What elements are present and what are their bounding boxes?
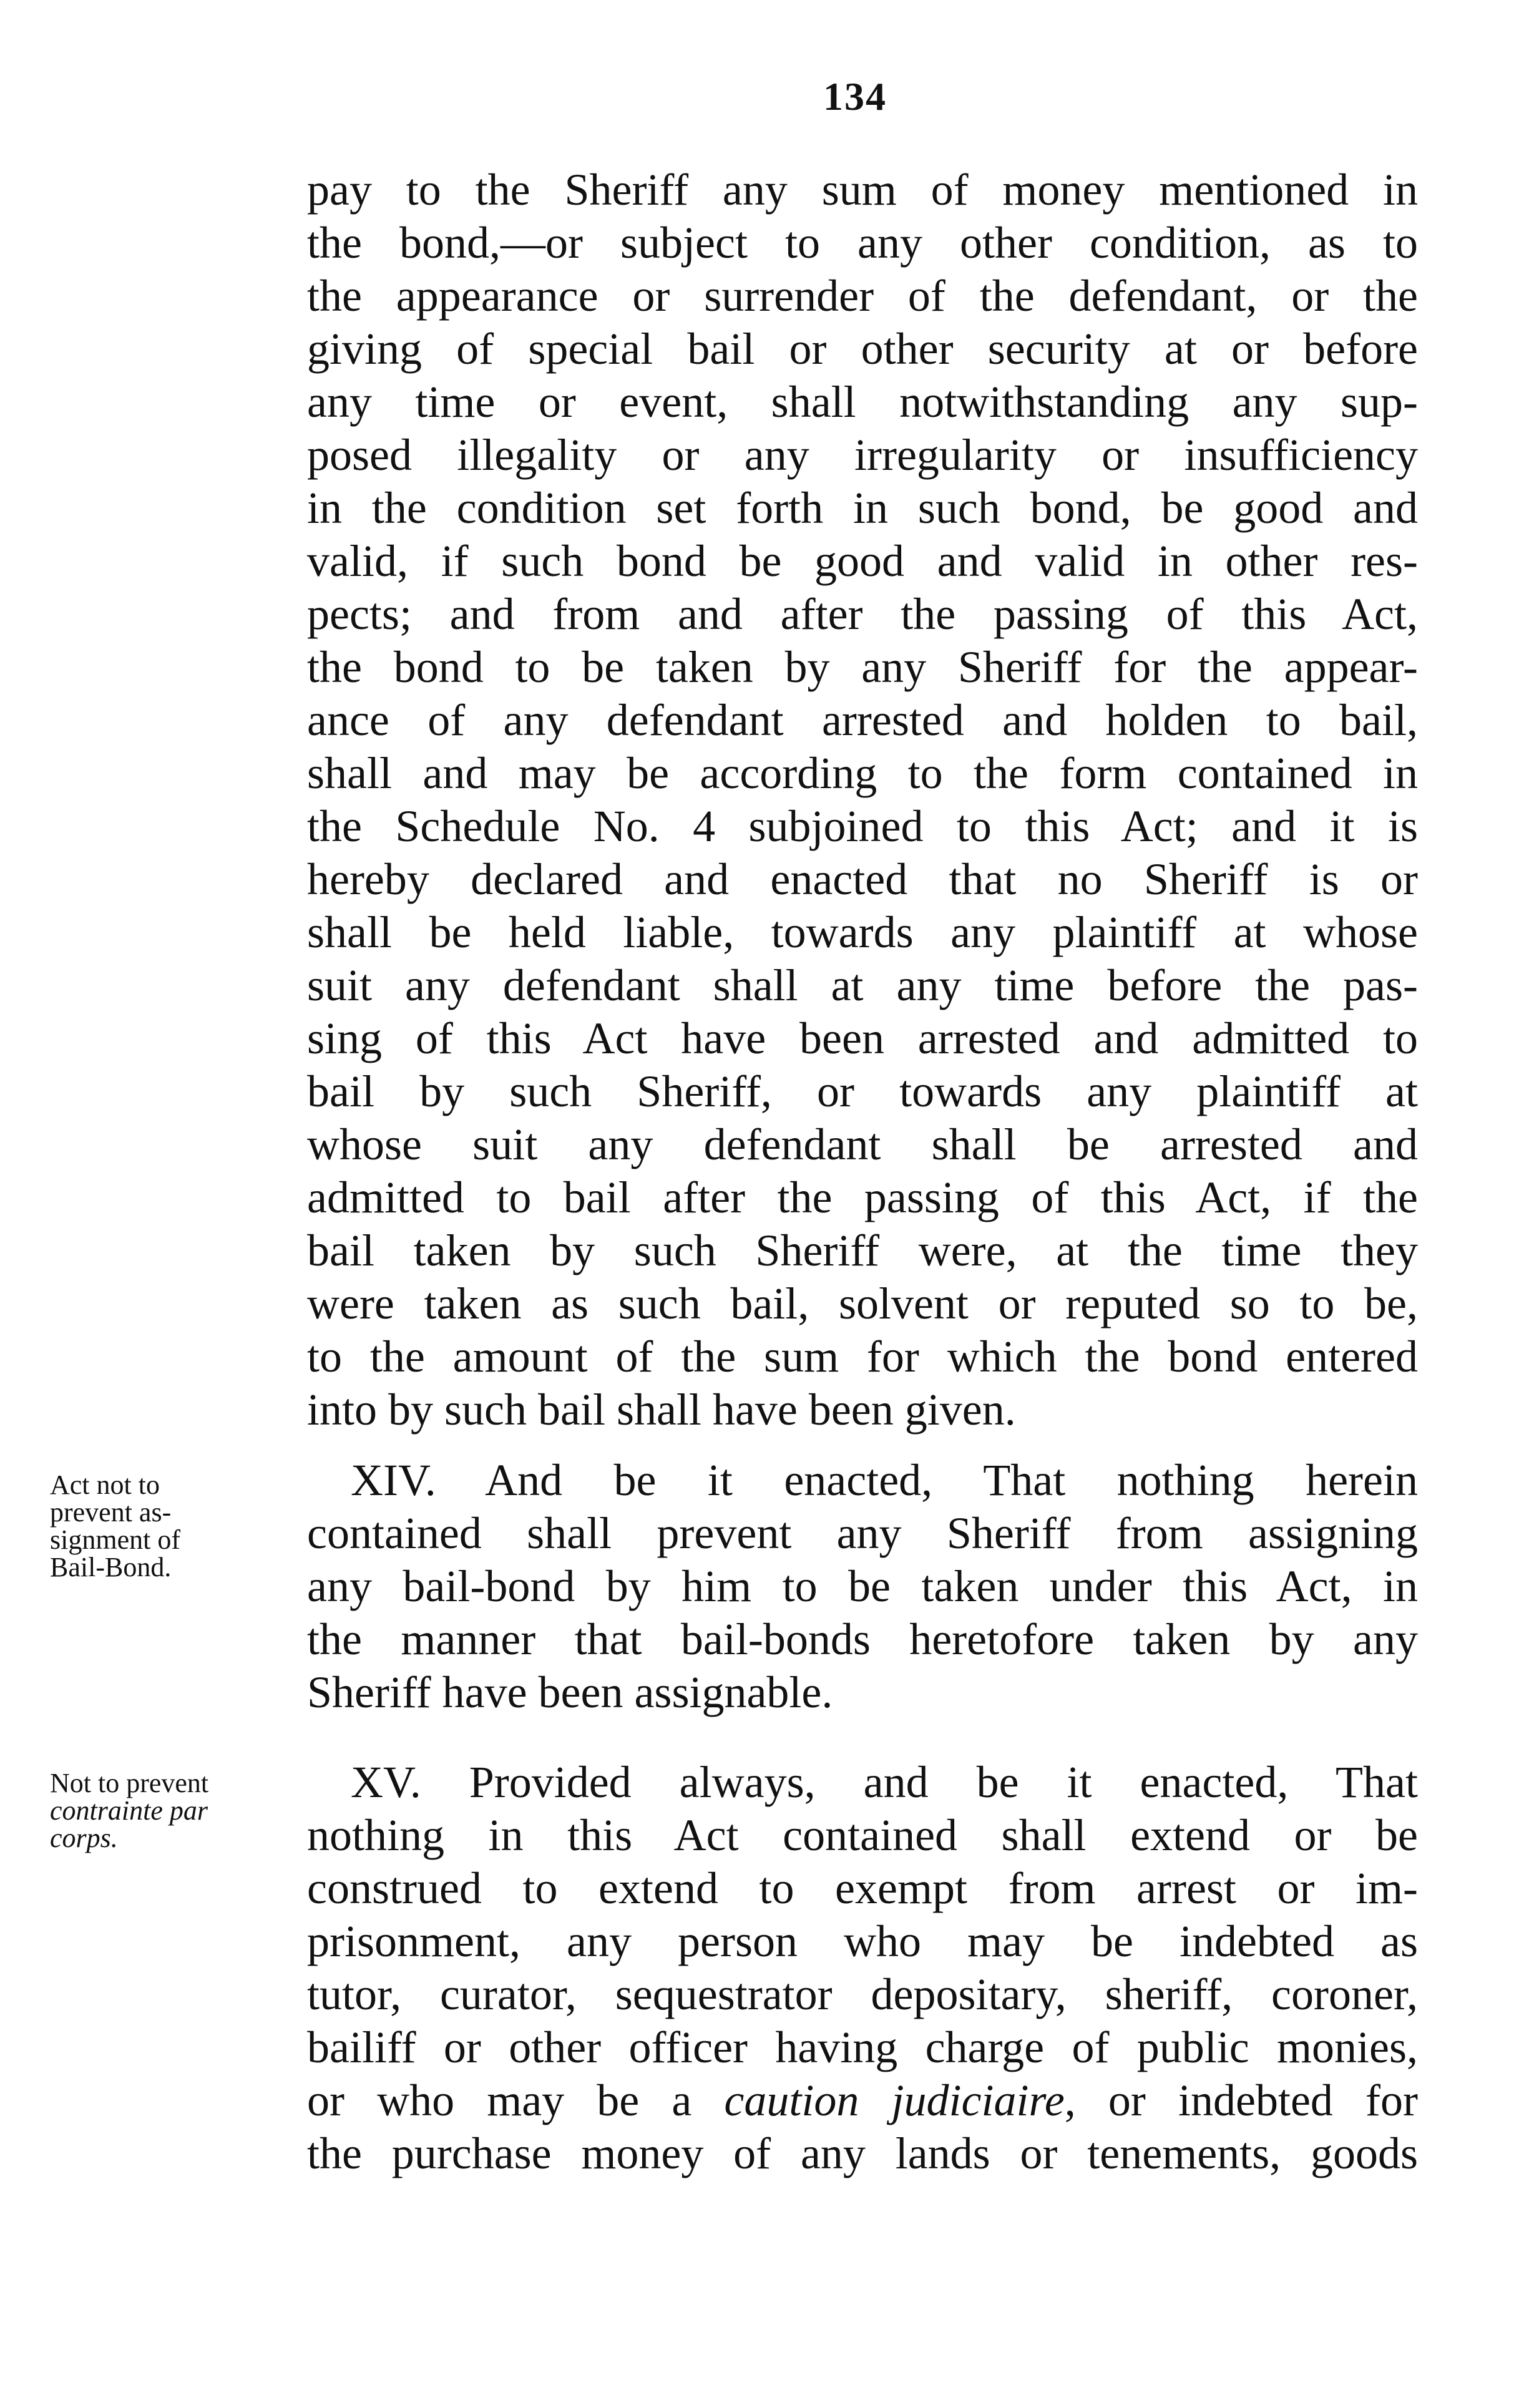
text-line: giving of special bail or other security at or before	[307, 324, 1418, 374]
margin-note-line: contrainte par	[50, 1795, 208, 1826]
text-line: sing of this Act have been arrested and admitted to	[307, 1013, 1418, 1063]
text-line: pay to the Sheriff any sum of money mentioned in	[307, 165, 1418, 215]
paragraph-continuation	[307, 163, 1418, 1436]
text-line: valid, if such bond be good and valid in other res-	[307, 536, 1418, 586]
text-line: suit any defendant shall at any time before the pas-	[307, 960, 1418, 1010]
text-line: the purchase money of any lands or tenements, goods	[307, 2128, 1418, 2178]
text-line: the Schedule No. 4 subjoined to this Act; and it is	[307, 801, 1418, 851]
text-line: in the condition set forth in such bond, be good and	[307, 483, 1418, 533]
text-line: bailiff or other officer having charge of public monies,	[307, 2022, 1418, 2072]
text-line: to the amount of the sum for which the bond entered	[307, 1332, 1418, 1382]
text-line: admitted to bail after the passing of this Act, if the	[307, 1172, 1418, 1222]
text-line: into by such bail shall have been given.	[307, 1385, 1016, 1435]
section-xiv	[307, 1454, 1418, 1719]
text-line: pects; and from and after the passing of this Act,	[307, 589, 1418, 639]
section-heading-line: XIV. And be it enacted, That nothing herein	[351, 1455, 1418, 1505]
margin-note-line: signment of	[50, 1524, 180, 1555]
text-line: the manner that bail-bonds heretofore taken by any	[307, 1614, 1418, 1664]
text-line: construed to extend to exempt from arrest or im-	[307, 1863, 1418, 1913]
text-line: contained shall prevent any Sheriff from assigning	[307, 1508, 1418, 1558]
margin-note-line: corps.	[50, 1823, 118, 1853]
text-line: prisonment, any person who may be indebted as	[307, 1916, 1418, 1966]
margin-note-line: Act not to	[50, 1470, 160, 1500]
text-line: were taken as such bail, solvent or reputed so to be,	[307, 1279, 1418, 1328]
text-line: Sheriff have been assignable.	[307, 1667, 833, 1717]
margin-note-line: Bail-Bond.	[50, 1552, 172, 1582]
margin-note-line: Not to prevent	[50, 1768, 209, 1798]
margin-note-section-xiv	[50, 1471, 287, 1581]
text-line: bail by such Sheriff, or towards any plaintiff at	[307, 1066, 1418, 1116]
text-line: nothing in this Act contained shall extend or be	[307, 1810, 1418, 1860]
margin-note-line: prevent as-	[50, 1497, 172, 1528]
text-line: the bond,—or subject to any other condition, as to	[307, 218, 1418, 268]
text-line: the bond to be taken by any Sheriff for the appear-	[307, 642, 1418, 692]
text-line: any bail-bond by him to be taken under this Act, in	[307, 1561, 1418, 1611]
text-segment: or who may be a	[307, 2075, 725, 2125]
text-line: the appearance or surrender of the defendant, or the	[307, 271, 1418, 321]
section-xv	[307, 1756, 1418, 2180]
text-line: bail taken by such Sheriff were, at the time they	[307, 1226, 1418, 1275]
text-line: any time or event, shall notwithstanding any sup-	[307, 377, 1418, 427]
text-line: shall and may be according to the form contained in	[307, 748, 1418, 798]
page-number: 134	[823, 74, 887, 119]
text-line: posed illegality or any irregularity or insufficiency	[307, 430, 1418, 480]
italic-term: caution judiciaire	[724, 2075, 1065, 2125]
text-line: tutor, curator, sequestrator depositary, sheriff, coroner,	[307, 1969, 1418, 2019]
margin-note-section-xv	[50, 1770, 287, 1852]
text-line: shall be held liable, towards any plaintiff at whose	[307, 907, 1418, 957]
text-line: ance of any defendant arrested and holden to bail,	[307, 695, 1418, 745]
text-line	[307, 2074, 1418, 2127]
text-line: whose suit any defendant shall be arrested and	[307, 1119, 1418, 1169]
text-segment: , or indebted for	[1064, 2075, 1418, 2125]
section-heading-line: XV. Provided always, and be it enacted, That	[351, 1757, 1418, 1807]
text-line: hereby declared and enacted that no Sheriff is or	[307, 854, 1418, 904]
